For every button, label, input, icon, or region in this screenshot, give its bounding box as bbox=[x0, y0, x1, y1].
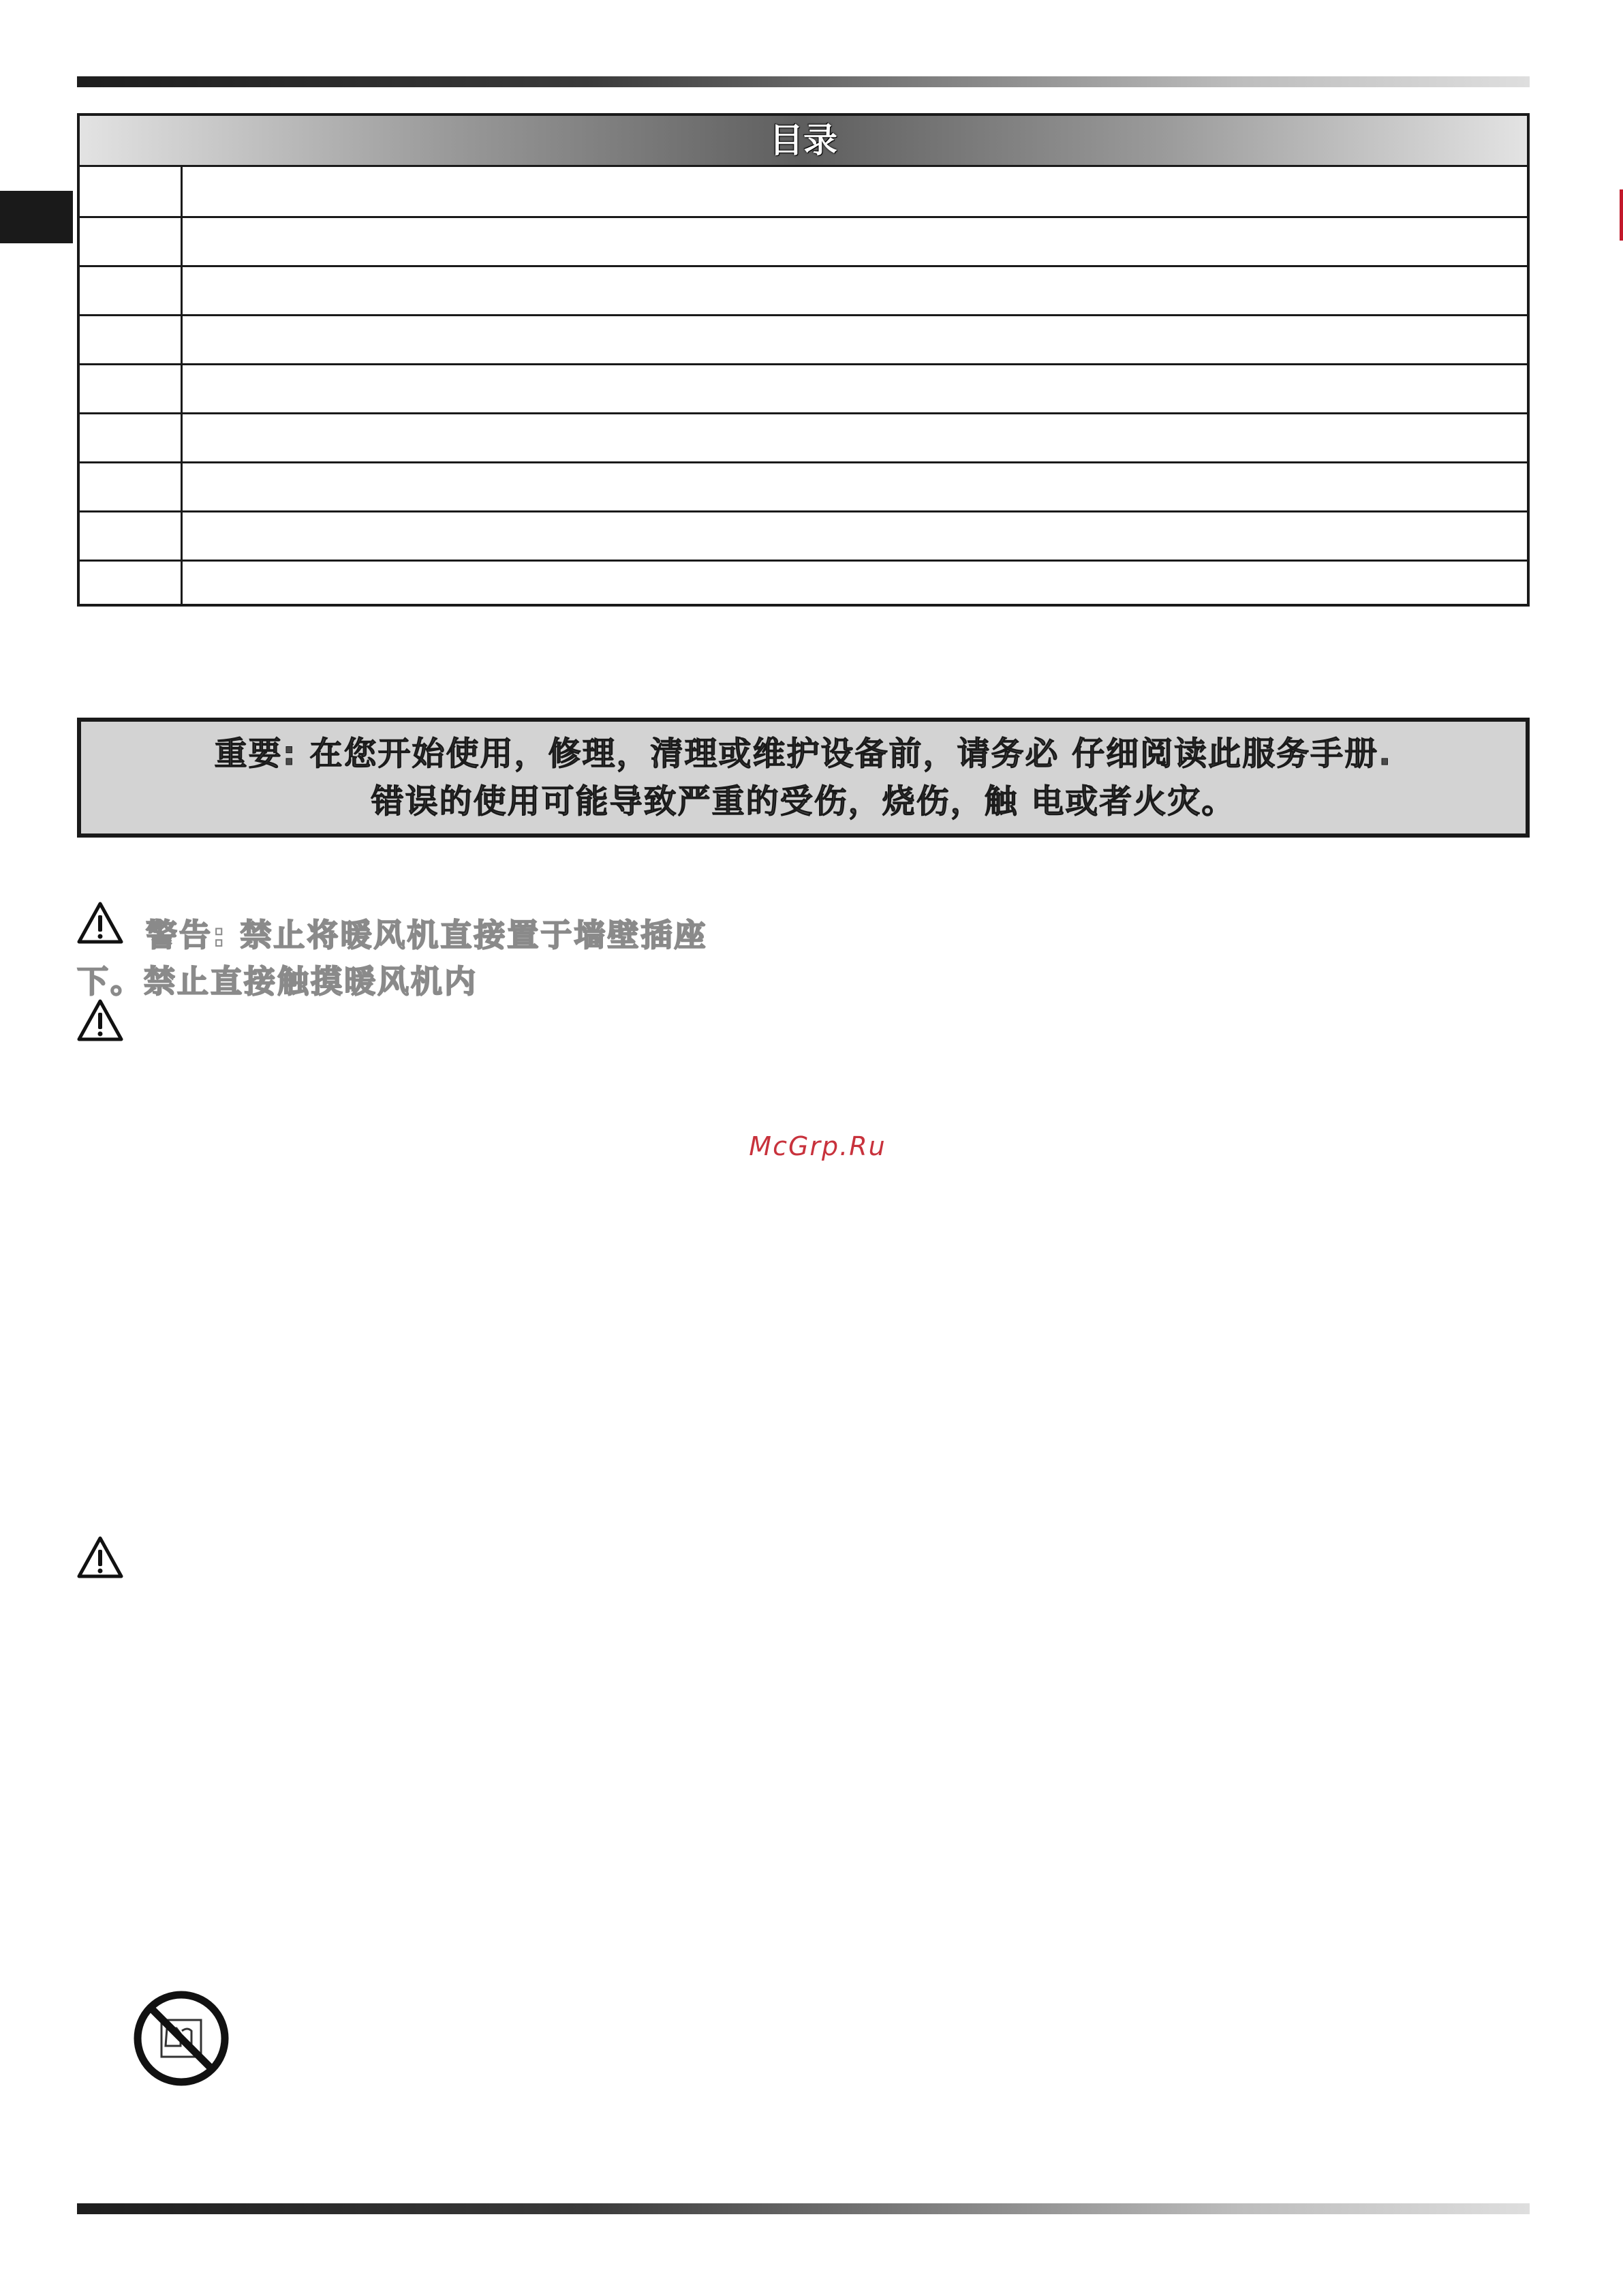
warning-text-line-2: 下。禁止直接触摸暖风机内 bbox=[77, 963, 478, 1000]
toc-row bbox=[80, 363, 1527, 414]
watermark-text: McGrp.Ru bbox=[749, 1131, 886, 1161]
important-notice-box bbox=[77, 718, 1530, 838]
right-edge-mark bbox=[1620, 189, 1623, 241]
warning-triangle-icon bbox=[76, 998, 124, 1042]
toc-row bbox=[80, 510, 1527, 562]
notice-line-2: 错误的使用可能导致严重的受伤，烧伤，触 电或者火灾。 bbox=[371, 782, 1236, 821]
side-tab-marker bbox=[0, 191, 73, 243]
toc-number-cell bbox=[80, 363, 183, 412]
warning-triangle-icon bbox=[76, 901, 124, 945]
toc-number-cell bbox=[80, 412, 183, 461]
toc-number-cell bbox=[80, 265, 183, 314]
bottom-rule bbox=[77, 2203, 1530, 2214]
toc-title: 目录 bbox=[80, 116, 1527, 167]
toc-number-cell bbox=[80, 560, 183, 604]
toc-row bbox=[80, 461, 1527, 512]
table-of-contents bbox=[77, 113, 1530, 607]
notice-line-1: 重要: 在您开始使用，修理，清理或维护设备前，请务必 仔细阅读此服务手册. bbox=[214, 735, 1393, 773]
toc-number-cell bbox=[80, 314, 183, 363]
warning-triangle-icon bbox=[76, 1535, 124, 1579]
toc-row bbox=[80, 216, 1527, 267]
warning-text-line-1: 警告: 禁止将暖风机直接置于墙壁插座 bbox=[146, 917, 708, 953]
toc-number-cell bbox=[80, 167, 183, 216]
toc-row bbox=[80, 560, 1527, 604]
toc-number-cell bbox=[80, 510, 183, 560]
top-rule bbox=[77, 76, 1530, 87]
toc-row bbox=[80, 167, 1527, 218]
toc-number-cell bbox=[80, 216, 183, 265]
toc-number-cell bbox=[80, 461, 183, 510]
toc-row bbox=[80, 265, 1527, 316]
toc-row bbox=[80, 314, 1527, 365]
no-touch-prohibition-icon bbox=[132, 1989, 231, 2088]
toc-row bbox=[80, 412, 1527, 463]
